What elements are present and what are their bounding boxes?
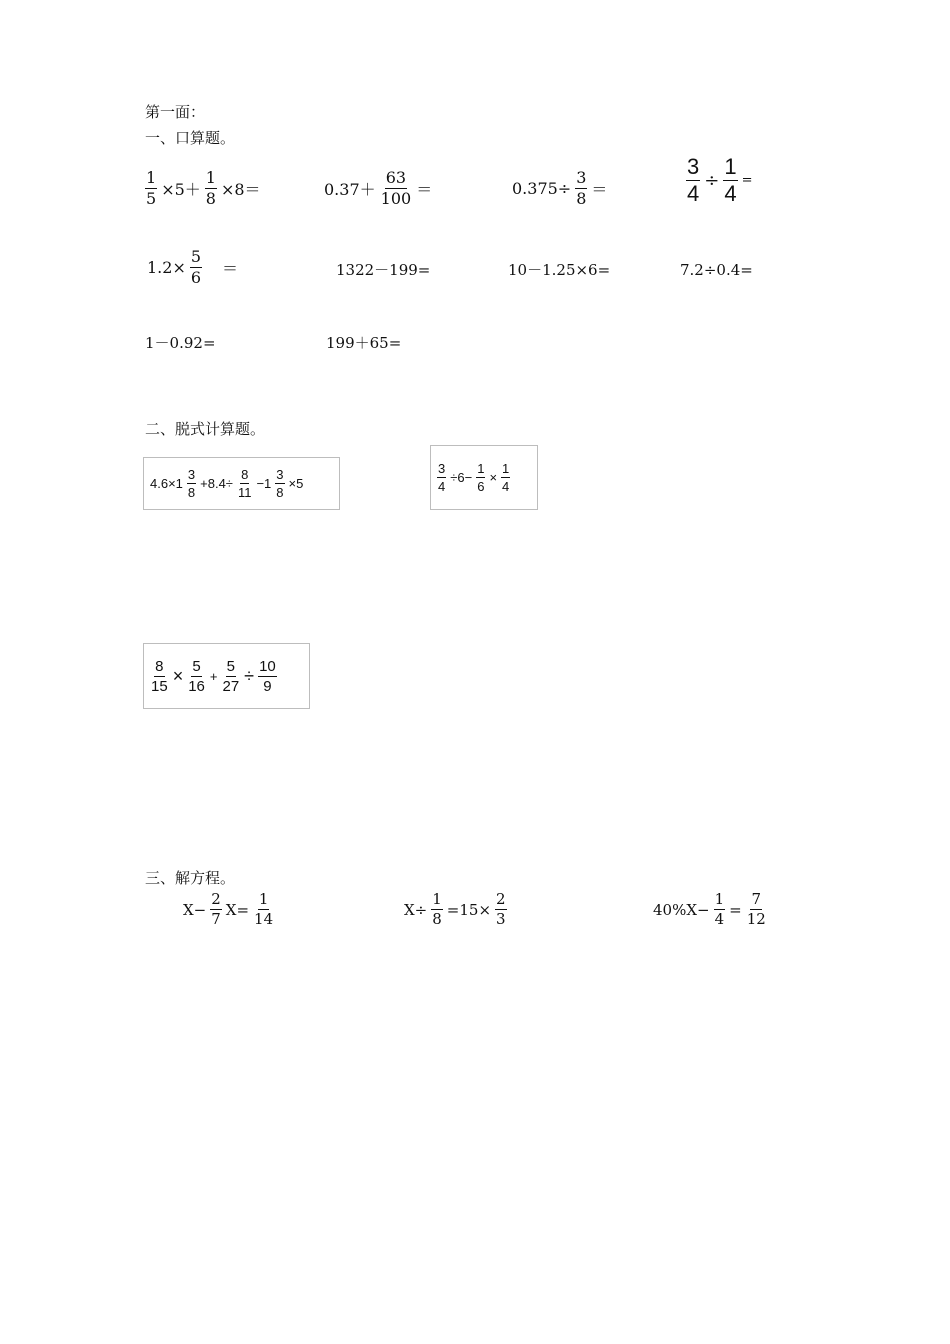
fraction: $\frac{3}{8}$ bbox=[276, 467, 284, 500]
oral-problem-7: 10－1.25×6= bbox=[508, 261, 611, 279]
calc-problem-1: 4.6×1 $\frac{3}{8}$ +8.4÷ $\frac{8}{11}$ −1 $\frac{3}{8}$ ×5 bbox=[143, 457, 340, 510]
fraction: $\frac{1}{5}$ bbox=[146, 168, 157, 208]
oral-problem-2: 0.37＋ $\frac{63}{100}$ ＝ bbox=[324, 168, 433, 208]
fraction: $\frac{1}{4}$ bbox=[502, 461, 510, 494]
fraction: $\frac{5}{27}$ bbox=[222, 657, 240, 695]
fraction: $\frac{63}{100}$ bbox=[380, 168, 412, 208]
fraction: $\frac{8}{11}$ bbox=[237, 467, 252, 500]
fraction: $\frac{3}{8}$ bbox=[187, 467, 196, 500]
fraction: $\frac{10}{9}$ bbox=[259, 657, 276, 695]
oral-problem-9: 1－0.92= bbox=[145, 334, 216, 352]
fraction: $\frac{1}{14}$ bbox=[254, 890, 274, 928]
fraction: $\frac{5}{6}$ bbox=[190, 247, 202, 287]
equation-3: 40%X− $\frac{1}{4}$ = $\frac{7}{12}$ bbox=[653, 890, 766, 928]
section-oral-title: 一、口算题。 bbox=[145, 129, 236, 147]
calc-problem-2: $\frac{3}{4}$ ÷6− $\frac{1}{6}$ × $\frac{1}{4}$ bbox=[430, 445, 538, 510]
section-equation-title: 三、解方程。 bbox=[145, 869, 236, 887]
oral-problem-4: $\frac{3}{4}$ ÷ $\frac{1}{4}$ = bbox=[687, 154, 753, 206]
equation-2: X÷ $\frac{1}{8}$ =15× $\frac{2}{3}$ bbox=[404, 890, 506, 928]
oral-problem-5: 1.2× $\frac{5}{6}$ ＝ bbox=[147, 247, 239, 287]
equation-1: X− $\frac{2}{7}$ X= $\frac{1}{14}$ bbox=[183, 890, 274, 928]
oral-problem-3: 0.375÷ $\frac{3}{8}$ ＝ bbox=[512, 168, 608, 208]
fraction: $\frac{2}{3}$ bbox=[496, 890, 506, 928]
side-label: 第一面： bbox=[145, 103, 206, 121]
fraction: $\frac{1}{8}$ bbox=[205, 168, 216, 208]
oral-problem-8: 7.2÷0.4= bbox=[680, 261, 753, 279]
fraction: $\frac{7}{12}$ bbox=[746, 890, 766, 928]
fraction: $\frac{1}{4}$ bbox=[724, 154, 737, 206]
calc-problem-3: $\frac{8}{15}$ × $\frac{5}{16}$ + $\frac{5}{27}$ ÷ $\frac{10}{9}$ bbox=[143, 643, 310, 709]
fraction: $\frac{2}{7}$ bbox=[211, 890, 221, 928]
fraction: $\frac{5}{16}$ bbox=[188, 657, 205, 695]
oral-problem-6: 1322－199= bbox=[336, 261, 431, 279]
fraction: $\frac{3}{8}$ bbox=[576, 168, 587, 208]
oral-problem-10: 199＋65= bbox=[326, 334, 402, 352]
fraction: $\frac{3}{4}$ bbox=[438, 461, 446, 494]
fraction: $\frac{8}{15}$ bbox=[151, 657, 168, 695]
fraction: $\frac{1}{4}$ bbox=[714, 890, 725, 928]
section-calc-title: 二、脱式计算题。 bbox=[145, 420, 266, 438]
fraction: $\frac{1}{6}$ bbox=[477, 461, 485, 494]
oral-problem-1: $\frac{1}{5}$ ×5＋ $\frac{1}{8}$ ×8＝ bbox=[146, 168, 261, 208]
fraction: $\frac{1}{8}$ bbox=[432, 890, 442, 928]
fraction: $\frac{3}{4}$ bbox=[687, 154, 700, 206]
